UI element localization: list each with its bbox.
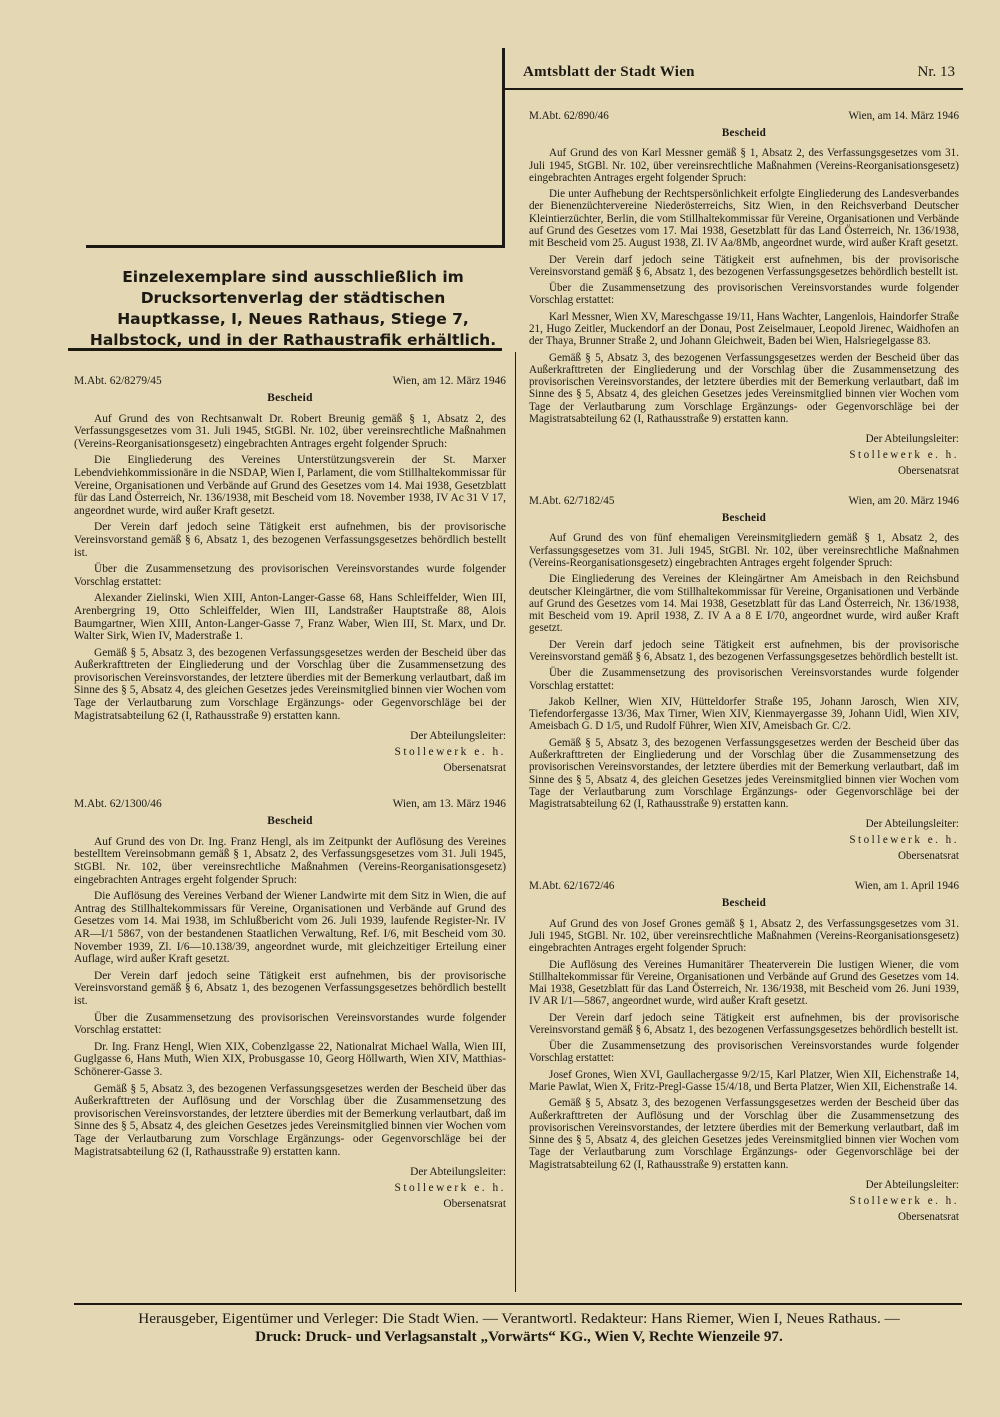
signature-name: Stollewerk e. h.: [394, 746, 506, 759]
decree-paragraph: Auf Grund des von fünf ehemaligen Vereinsmitgliedern gemäß § 1, Absatz 2, des Verfassungsgesetzes vom 31. Juli 1945, StGBl. Nr. 102, über vereinsrechtliche Maßnahmen (Vereins-Reorganisationsgesetz) eingebrachten Antrages ergeht folgender Spruch:: [529, 532, 959, 570]
decree-paragraph: Auf Grund des von Dr. Ing. Franz Hengl, als im Zeitpunkt der Auflösung des Vereines bestelltem Vereinsobmann gemäß § 1, Absatz 2, des Verfassungsgesetzes vom 31. Juli 1945, StGBl. Nr. 102, über vereinsrechtliche Maßnahmen (Vereins-Reorganisationsgesetz) eingebrachten Antrages ergeht folgender Spruch:: [74, 835, 506, 886]
decree-section: [529, 880, 959, 1227]
signature-title: Obersenatsrat: [443, 762, 506, 775]
sales-notice: Einzelexemplare sind ausschließlich im Drucksortenverlag der städtischen Hauptkasse, I, Neues Rathaus, Stiege 7, Halbstock, und in der Rathaustrafik erhältlich.: [89, 268, 497, 349]
signature-role: Der Abteilungsleiter:: [410, 730, 506, 743]
decree-paragraph: Der Verein darf jedoch seine Tätigkeit erst aufnehmen, bis der provisorische Vereinsvorstand gemäß § 6, Absatz 1, des bezogenen Verfassungsgesetzes behördlich bestellt ist.: [529, 1011, 959, 1036]
left-column: [74, 375, 506, 1214]
signature-role: Der Abteilungsleiter:: [865, 1179, 959, 1191]
header-underline: [505, 88, 963, 90]
decree-paragraph: Gemäß § 5, Absatz 3, des bezogenen Verfassungsgesetzes werden der Bescheid über das Außerkrafttreten der Auflösung und der Vorschlag über die Zusammensetzung des provisorischen Vereinsvorstandes, der letztere überdies mit der Bemerkung verlautbart, daß im Sinne des § 5, Absatz 4, des gleichen Gesetzes jedes Vereinsmitglied binnen vier Wochen vom Tage der Verlautbarung zum Vorschlage Ergänzungs- oder Gegenvorschläge bei der Magistratsabteilung 62 (I, Rathausstraße 9) erstatten kann.: [529, 1097, 959, 1171]
decree-paragraph: Gemäß § 5, Absatz 3, des bezogenen Verfassungsgesetzes werden der Bescheid über das Außerkrafttreten der Eingliederung und der Vorschlag über die Zusammensetzung des provisorischen Vereinsvorstandes, der letztere überdies mit der Bemerkung verlautbart, daß im Sinne des § 5, Absatz 4, des gleichen Gesetzes jedes Vereinsmitglied binnen vier Wochen vom Tage der Verlautbarung zum Vorschlage Ergänzungs- oder Gegenvorschläge bei der Magistratsabteilung 62 (I, Rathausstraße 9) erstatten kann.: [74, 646, 506, 722]
decree-paragraph: Die Eingliederung des Vereines Unterstützungsverein der St. Marxer Lebendviehkommissionäre in die NSDAP, Wien I, Parlament, die vom Stillhaltekommissar für Vereine, Organisationen und Verbände auf Grund des Gesetzes vom 14. Mai 1938, Gesetzblatt für das Land Österreich, Nr. 136/1938, mit Bescheid vom 18. November 1938, IV Ac 31 V 17, angeordnet wurde, wird außer Kraft gesetzt.: [74, 454, 506, 517]
decree-section: [529, 495, 959, 866]
decree-paragraph: Auf Grund des von Josef Grones gemäß § 1, Absatz 2, des Verfassungsgesetzes vom 31. Juli 1945, StGBl. Nr. 102, über vereinsrechtliche Maßnahmen (Vereins-Reorganisationsgesetz) eingebrachten Antrages ergeht folgender Spruch:: [529, 917, 959, 955]
decree-paragraph: Über die Zusammensetzung des provisorischen Vereinsvorstandes wurde folgender Vorschlag erstattet:: [74, 563, 506, 588]
decree-reference: M.Abt. 62/8279/45: [74, 375, 162, 387]
signature-name: Stollewerk e. h.: [394, 1182, 506, 1195]
signature-name: Stollewerk e. h.: [849, 834, 959, 847]
signature-title: Obersenatsrat: [898, 850, 959, 863]
decree-paragraph: Dr. Ing. Franz Hengl, Wien XIX, Cobenzlgasse 22, Nationalrat Michael Walla, Wien III, Guglgasse 6, Hans Muth, Wien XIX, Probusgasse 10, Georg Höllwarth, Wien XIV, Matthias-Schönerer-Gasse 3.: [74, 1040, 506, 1078]
decree-date: Wien, am 12. März 1946: [392, 375, 506, 387]
decree-title: Bescheid: [267, 392, 313, 404]
signature-block: [529, 818, 959, 866]
gazette-title: Amtsblatt der Stadt Wien: [523, 64, 695, 80]
decree-paragraph: Auf Grund des von Rechtsanwalt Dr. Robert Breunig gemäß § 1, Absatz 2, des Verfassungsgesetzes vom 31. Juli 1945, StGBl. Nr. 102, über vereinsrechtliche Maßnahmen (Vereins-Reorganisationsgesetz) eingebrachten Antrages ergeht folgender Spruch:: [74, 412, 506, 450]
decree-reference: M.Abt. 62/7182/45: [529, 495, 615, 508]
imprint-footer: [74, 1310, 964, 1346]
decree-paragraph: Alexander Zielinski, Wien XIII, Anton-Langer-Gasse 68, Hans Schleiffelder, Wien III, Arenbergring 19, Otto Schleiffelder, Wien III, Landstraßer Hauptstraße 88, Alois Baumgartner, Wien XIII, Anton-Langer-Gasse 7, Franz Waber, Wien III, St. Marx, und Dr. Walter Sirk, Wien IV, Maderstraße 1.: [74, 592, 506, 643]
column-divider: [515, 352, 516, 1292]
page-header: [523, 64, 955, 86]
decree-title: Bescheid: [721, 127, 767, 139]
decree-paragraph: Über die Zusammensetzung des provisorischen Vereinsvorstandes wurde folgender Vorschlag erstattet:: [529, 1040, 959, 1065]
decree-paragraph: Karl Messner, Wien XV, Mareschgasse 19/11, Hans Wachter, Langenlois, Haindorfer Straße 21, Hugo Zeitler, Muckendorf an der Donau, Post Zeiselmauer, Leopold Jirenec, Waidhofen an der Thaya, Brunner Straße 2, und Johann Gleichweit, Baden bei Wien, Halsriegelgasse 83.: [529, 310, 959, 348]
decree-paragraph: Auf Grund des von Karl Messner gemäß § 1, Absatz 2, des Verfassungsgesetzes vom 31. Juli 1945, StGBl. Nr. 102, über vereinsrechtliche Maßnahmen (Vereins-Reorganisationsgesetz) eingebrachten Antrages ergeht folgender Spruch:: [529, 147, 959, 184]
decree-paragraph: Gemäß § 5, Absatz 3, des bezogenen Verfassungsgesetzes werden der Bescheid über das Außerkrafttreten der Eingliederung und der Vorschlag über die Zusammensetzung des provisorischen Vereinsvorstandes, der letztere überdies mit der Bemerkung verlautbart, daß im Sinne des § 5, Absatz 4, des gleichen Gesetzes jedes Vereinsmitglied binnen vier Wochen vom Tage der Verlautbarung zum Vorschlage Ergänzungs- oder Gegenvorschläge bei der Magistratsabteilung 62 (I, Rathausstraße 9) erstatten kann.: [529, 736, 959, 811]
signature-role: Der Abteilungsleiter:: [865, 433, 959, 446]
decree-paragraph: Der Verein darf jedoch seine Tätigkeit erst aufnehmen, bis der provisorische Vereinsvorstand gemäß § 6, Absatz 1, des bezogenen Verfassungsgesetzes behördlich bestellt ist.: [74, 969, 506, 1007]
decree-paragraph: Der Verein darf jedoch seine Tätigkeit erst aufnehmen, bis der provisorische Vereinsvorstand gemäß § 6, Absatz 1, des bezogenen Verfassungsgesetzes behördlich bestellt ist.: [529, 253, 959, 278]
decree-date: Wien, am 13. März 1946: [392, 798, 506, 811]
decree-section: [74, 798, 506, 1214]
decree-header: [74, 375, 506, 391]
issue-number: Nr. 13: [917, 64, 955, 80]
decree-paragraph: Josef Grones, Wien XVI, Gaullachergasse 9/2/15, Karl Platzer, Wien XII, Eichenstraße 14, Marie Pawlat, Wien X, Fritz-Pregl-Gasse 15/4/18, und Berta Platzer, Wien XII, Eichenstraße 14.: [529, 1068, 959, 1094]
signature-title: Obersenatsrat: [898, 465, 959, 478]
signature-block: [74, 1166, 506, 1214]
decree-date: Wien, am 1. April 1946: [854, 880, 959, 893]
decree-header: [74, 798, 506, 814]
decree-paragraph: Über die Zusammensetzung des provisorischen Vereinsvorstandes wurde folgender Vorschlag erstattet:: [529, 667, 959, 692]
decree-title: Bescheid: [267, 815, 313, 828]
decree-date: Wien, am 20. März 1946: [848, 495, 959, 508]
signature-role: Der Abteilungsleiter:: [410, 1166, 506, 1179]
decree-title: Bescheid: [721, 512, 767, 525]
decree-paragraph: Der Verein darf jedoch seine Tätigkeit erst aufnehmen, bis der provisorische Vereinsvorstand gemäß § 6, Absatz 1, des bezogenen Verfassungsgesetzes behördlich bestellt ist.: [74, 521, 506, 559]
decree-reference: M.Abt. 62/1300/46: [74, 798, 162, 811]
decree-paragraph: Der Verein darf jedoch seine Tätigkeit erst aufnehmen, bis der provisorische Vereinsvorstand gemäß § 6, Absatz 1, des bezogenen Verfassungsgesetzes behördlich bestellt ist.: [529, 638, 959, 663]
signature-block: [529, 433, 959, 481]
decree-reference: M.Abt. 62/1672/46: [529, 880, 615, 893]
decree-date: Wien, am 14. März 1946: [848, 110, 959, 122]
decree-title: Bescheid: [721, 897, 767, 910]
signature-title: Obersenatsrat: [898, 1211, 959, 1223]
decree-paragraph: Gemäß § 5, Absatz 3, des bezogenen Verfassungsgesetzes werden der Bescheid über das Außerkrafttreten der Eingliederung und der Vorschlag über die Zusammensetzung des provisorischen Vereinsvorstandes, der letztere überdies mit der Bemerkung verlautbart, daß im Sinne des § 5, Absatz 4, des gleichen Gesetzes jedes Vereinsmitglied binnen vier Wochen vom Tage der Verlautbarung zum Vorschlage Ergänzungs- oder Gegenvorschläge bei der Magistratsabteilung 62 (I, Rathausstraße 9) erstatten kann.: [529, 351, 959, 425]
decree-paragraph: Die Eingliederung des Vereines der Kleingärtner Am Ameisbach in den Reichsbund deutscher Kleingärtner, die vom Stillhaltekommissar für Vereine, Organisationen und Verbände auf Grund des Gesetzes vom 14. Mai 1938, Gesetzblatt für das Land Österreich, Nr. 136/1938, mit Bescheid vom 19. April 1938, Z. IV A a 8 E I/70, angeordnet wurde, wird außer Kraft gesetzt.: [529, 573, 959, 635]
decree-header: [529, 880, 959, 896]
decree-paragraph: Die unter Aufhebung der Rechtspersönlichkeit erfolgte Eingliederung des Landesverbandes der Bienenzüchtervereine Niederösterreichs, Sitz Wien, in den Reichsverband Deutscher Kleintierzüchter, Berlin, die vom Stillhaltekommissar für Vereine, Organisationen und Verbände auf Grund des Gesetzes vom 17. Mai 1938, Gesetzblatt für das Land Österreich, Nr. 136/1938, mit Bescheid vom 25. August 1938, Zl. IV Aa/8Mb, angeordnet wurde, wird außer Kraft gesetzt.: [529, 188, 959, 250]
signature-name: Stollewerk e. h.: [849, 1195, 959, 1207]
decree-paragraph: Gemäß § 5, Absatz 3, des bezogenen Verfassungsgesetzes werden der Bescheid über das Außerkrafttreten der Auflösung und der Vorschlag über die Zusammensetzung des provisorischen Vereinsvorstandes, der letztere überdies mit der Bemerkung verlautbart, daß im Sinne des § 5, Absatz 4, des gleichen Gesetzes jedes Vereinsmitglied binnen vier Wochen vom Tage der Verlautbarung zum Vorschlage Ergänzungs- oder Gegenvorschläge bei der Magistratsabteilung 62 (I, Rathausstraße 9) erstatten kann.: [74, 1082, 506, 1158]
decree-paragraph: Die Auflösung des Vereines Verband der Wiener Landwirte mit dem Sitz in Wien, die auf Antrag des Stillhaltekommissars für Vereine, Organisationen und Verbände auf Grund des Gesetzes vom 14. Mai 1938, im Schlußbericht vom 26. Juli 1939, laufende Register-Nr. IV AR—I/1 5867, von der bestandenen Staatlichen Verwaltung, Ref. I/6, mit Bescheid vom 30. November 1939, Zl. I/6—10.138/39, angeordnet wurde, mit gleichzeitiger Erteilung einer Auflage, wird außer Kraft gesetzt.: [74, 890, 506, 966]
decree-header: [529, 495, 959, 511]
signature-role: Der Abteilungsleiter:: [865, 818, 959, 831]
decree-header: [529, 110, 959, 126]
right-column: [529, 110, 959, 1227]
signature-block: [74, 730, 506, 778]
left-frame-top-rule: [86, 245, 504, 248]
center-frame-vertical-rule: [502, 48, 505, 248]
decree-section: [74, 375, 506, 778]
signature-title: Obersenatsrat: [443, 1198, 506, 1211]
signature-block: [529, 1179, 959, 1227]
imprint-line-publisher: Herausgeber, Eigentümer und Verleger: Die Stadt Wien. — Verantwortl. Redakteur: Hans Riemer, Wien I, Neues Rathaus. —: [138, 1310, 900, 1327]
imprint-line-printer: Druck: Druck- und Verlagsanstalt „Vorwärts“ KG., Wien V, Rechte Wienzeile 97.: [255, 1328, 783, 1345]
footer-rule: [74, 1303, 962, 1305]
decree-paragraph: Die Auflösung des Vereines Humanitärer Theaterverein Die lustigen Wiener, die vom Stillhaltekommissar für Vereine, Organisationen und Verbände auf Grund des Gesetzes vom 14. Mai 1938, Gesetzblatt für das Land Österreich, Nr. 136/1938, mit Bescheid vom 26. Juni 1939, IV AR I/1—5867, angeordnet wurde, wird außer Kraft gesetzt.: [529, 958, 959, 1008]
decree-paragraph: Über die Zusammensetzung des provisorischen Vereinsvorstandes wurde folgender Vorschlag erstattet:: [529, 282, 959, 307]
decree-section: [529, 110, 959, 481]
decree-reference: M.Abt. 62/890/46: [529, 110, 609, 122]
decree-paragraph: Über die Zusammensetzung des provisorischen Vereinsvorstandes wurde folgender Vorschlag erstattet:: [74, 1011, 506, 1037]
signature-name: Stollewerk e. h.: [849, 449, 959, 462]
decree-paragraph: Jakob Kellner, Wien XIV, Hütteldorfer Straße 195, Johann Jarosch, Wien XIV, Tiefendorfergasse 13/36, Max Tirner, Wien XIV, Kienmayergasse 39, Johann Uidl, Wien XIV, Ameisbach G. D 1/5, und Rudolf Führer, Wien XIV, Ameisbach Gr. C/2.: [529, 695, 959, 733]
